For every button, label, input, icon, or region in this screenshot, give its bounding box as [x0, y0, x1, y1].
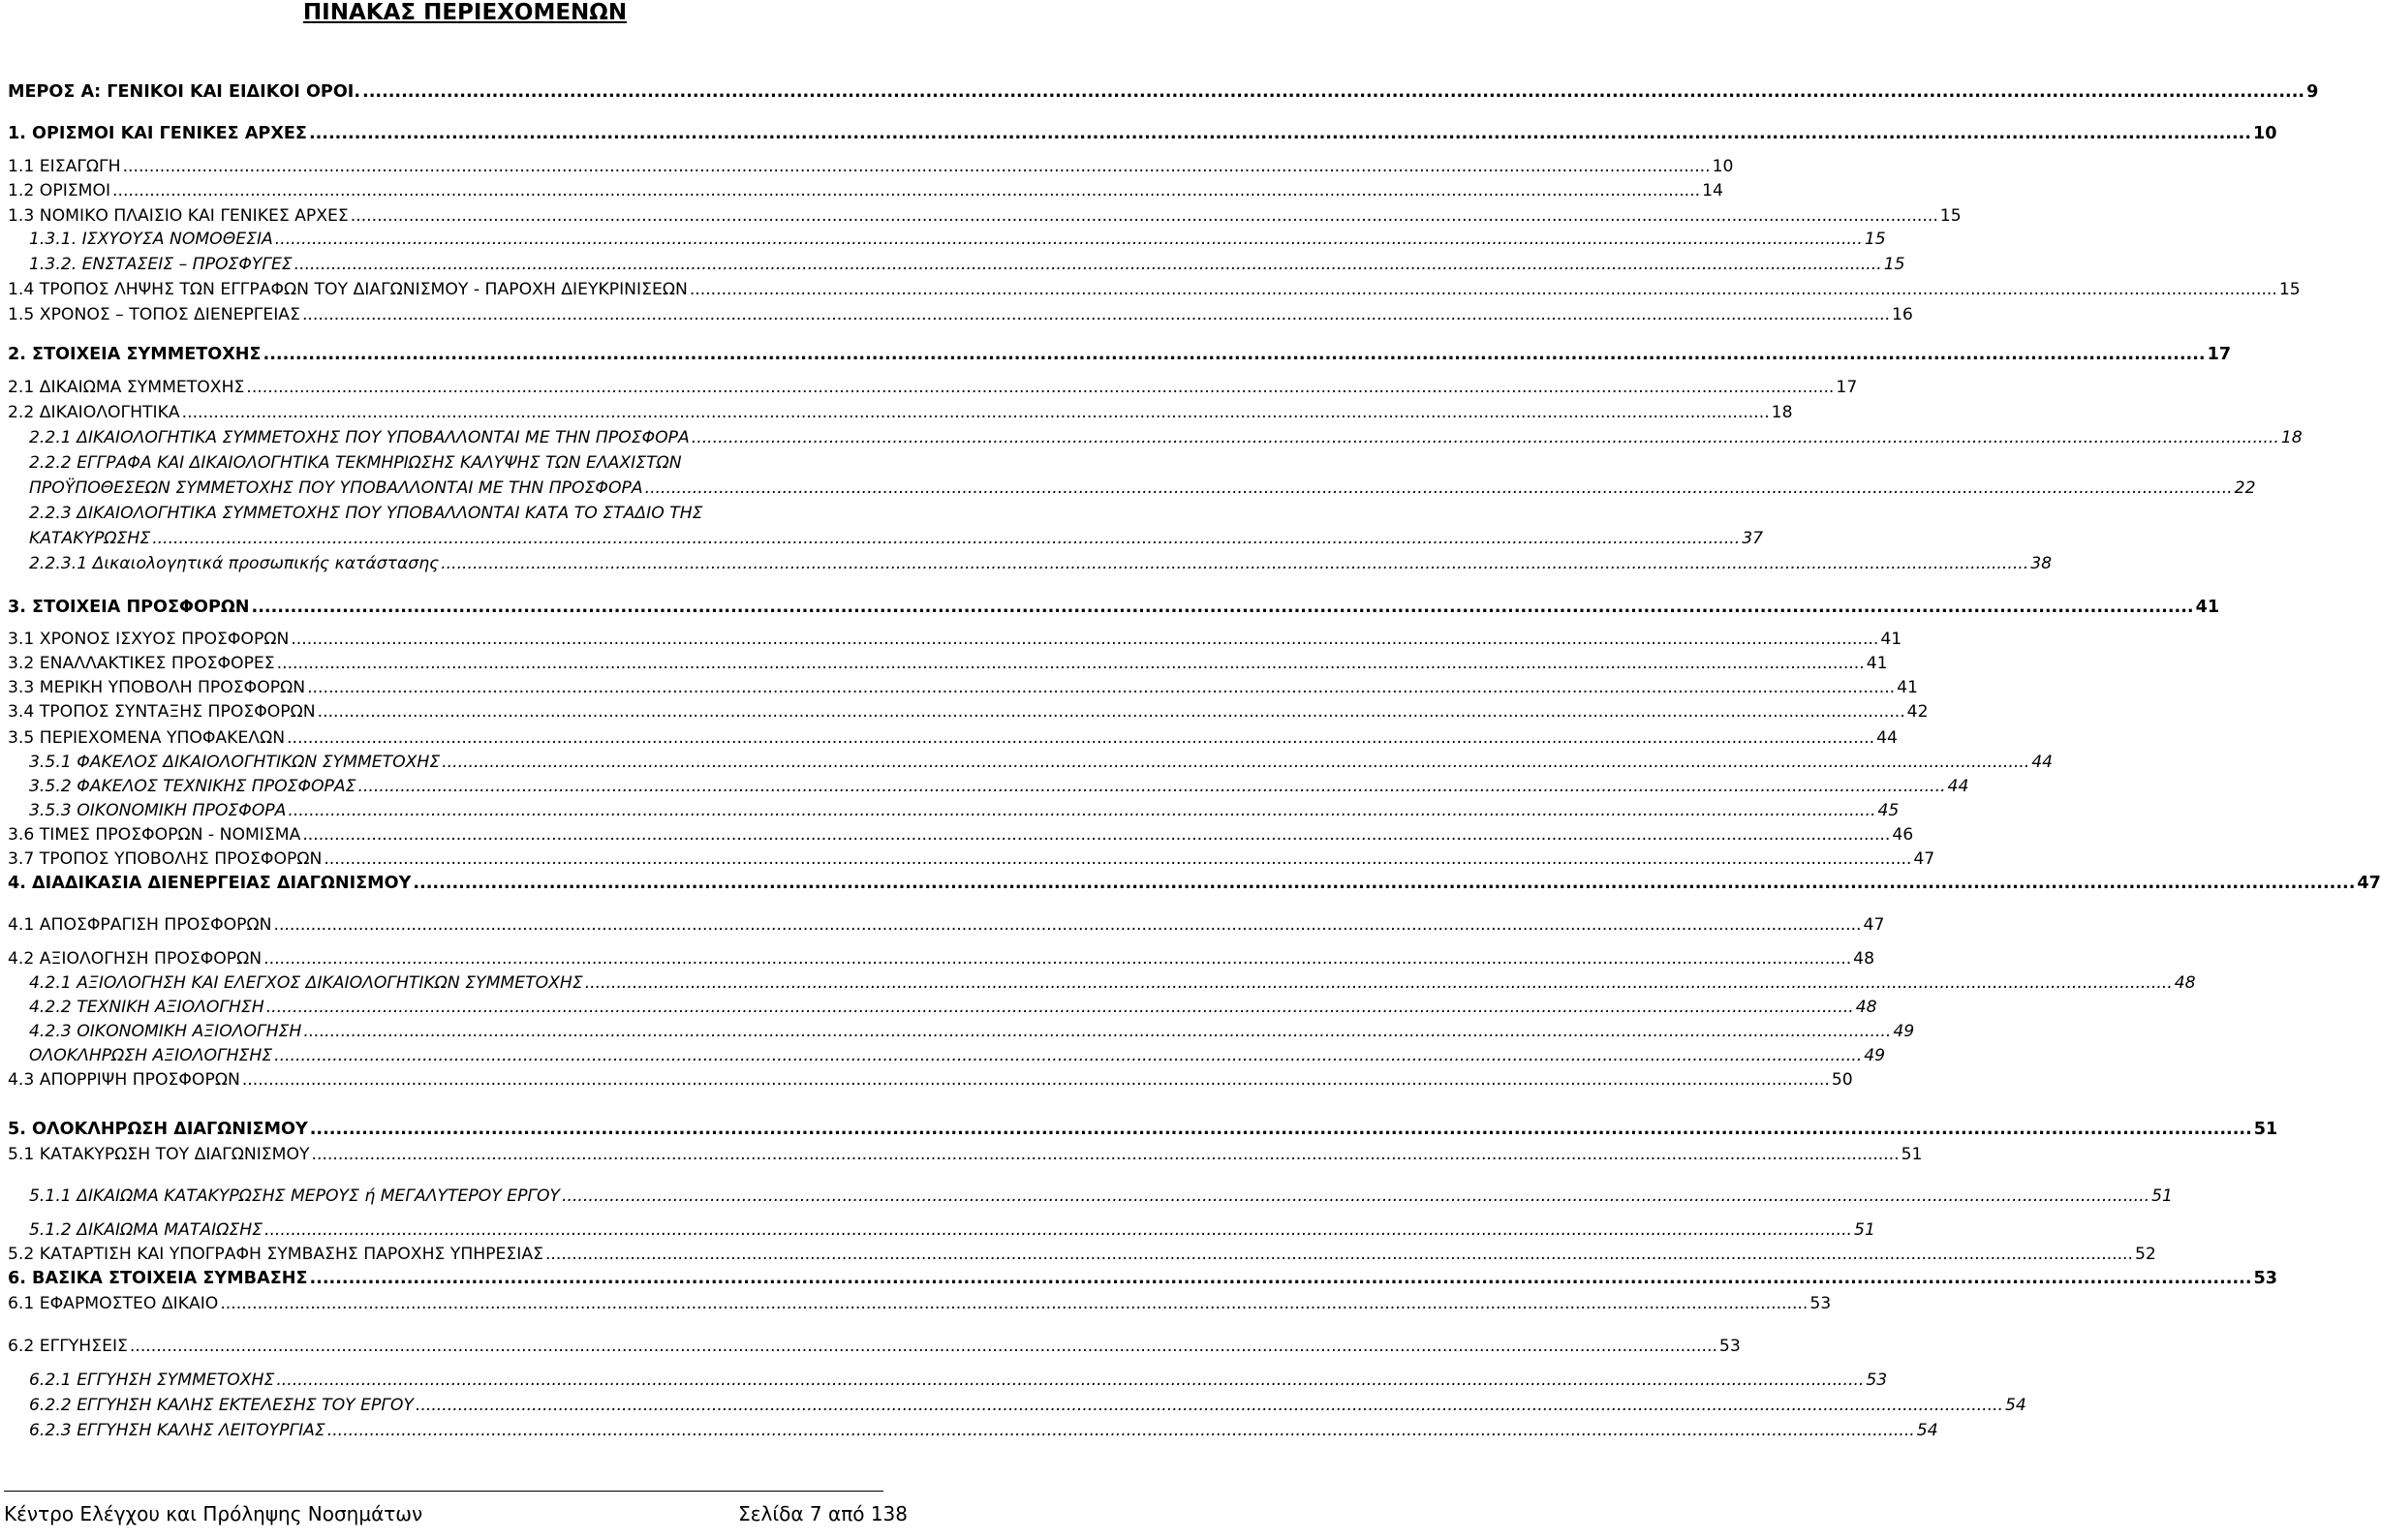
- toc-dot-leader: ............................................................................................................................................................................................................................................................................................................: [263, 949, 1852, 969]
- toc-dot-leader: ............................................................................................................................................................................................................................................................................................................: [307, 678, 1896, 697]
- toc-entry-page-number: 22: [2234, 478, 2256, 498]
- toc-dot-leader: ............................................................................................................................................................................................................................................................................................................: [689, 280, 2277, 299]
- toc-entry-title: 5.1.1 ΔΙΚΑΙΩΜΑ ΚΑΤΑΚΥΡΩΣΗΣ ΜΕΡΟΥΣ ή ΜΕΓΑΛΥΤΕΡΟΥ ΕΡΓΟΥ: [29, 1186, 561, 1206]
- toc-entry-title: 1.3.2. ΕΝΣΤΑΣΕΙΣ – ΠΡΟΣΦΥΓΕΣ: [29, 255, 293, 274]
- toc-entry-title: 6. ΒΑΣΙΚΑ ΣΤΟΙΧΕΙΑ ΣΥΜΒΑΣΗΣ: [8, 1269, 308, 1288]
- toc-entry-title: 4.2.1 ΑΞΙΟΛΟΓΗΣΗ ΚΑΙ ΕΛΕΓΧΟΣ ΔΙΚΑΙΟΛΟΓΗΤΙΚΩΝ ΣΥΜΜΕΤΟΧΗΣ: [29, 973, 583, 993]
- toc-entry[interactable]: [29, 1370, 1888, 1391]
- toc-entry[interactable]: [8, 279, 2301, 300]
- toc-entry-title: 2.2.3.1 Δικαιολογητικά προσωπικής κατάστασης: [29, 554, 440, 573]
- toc-entry-page-number: 48: [2174, 973, 2196, 993]
- toc-entry-title: 5.1.2 ΔΙΚΑΙΩΜΑ ΜΑΤΑΙΩΣΗΣ: [29, 1220, 263, 1240]
- toc-dot-leader: ............................................................................................................................................................................................................................................................................................................: [357, 777, 1946, 796]
- toc-dot-leader: ............................................................................................................................................................................................................................................................................................................: [112, 181, 1701, 200]
- toc-entry[interactable]: [8, 727, 1898, 749]
- toc-dot-leader: ............................................................................................................................................................................................................................................................................................................: [291, 630, 1879, 649]
- toc-entry-title: 3.2 ΕΝΑΛΛΑΚΤΙΚΕΣ ΠΡΟΣΦΟΡΕΣ: [8, 654, 275, 673]
- toc-entry-page-number: 15: [1883, 255, 1905, 274]
- toc-entry-title: ΠΡΟΫΠΟΘΕΣΕΩΝ ΣΥΜΜΕΤΟΧΗΣ ΠΟΥ ΥΠΟΒΑΛΛΟΝΤΑΙ ΜΕ ΤΗΝ ΠΡΟΣΦΟΡΑ: [29, 478, 643, 498]
- toc-entry[interactable]: [8, 123, 2277, 144]
- toc-dot-leader: ............................................................................................................................................................................................................................................................................................................: [263, 345, 2206, 364]
- toc-entry-page-number: 53: [2253, 1269, 2278, 1288]
- toc-entry-title: 3.4 ΤΡΟΠΟΣ ΣΥΝΤΑΞΗΣ ΠΡΟΣΦΟΡΩΝ: [8, 702, 316, 722]
- toc-entry-title: 2.2.1 ΔΙΚΑΙΟΛΟΓΗΤΙΚΑ ΣΥΜΜΕΤΟΧΗΣ ΠΟΥ ΥΠΟΒΑΛΛΟΝΤΑΙ ΜΕ ΤΗΝ ΠΡΟΣΦΟΡΑ: [29, 428, 690, 447]
- toc-entry-page-number: 16: [1891, 305, 1913, 324]
- toc-entry-page-number: 44: [1947, 777, 1969, 796]
- toc-entry-title: ΜΕΡΟΣ Α: ΓΕΝΙΚΟΙ ΚΑΙ ΕΙΔΙΚΟΙ ΟΡΟΙ.: [8, 82, 361, 102]
- toc-entry[interactable]: [29, 477, 2256, 499]
- toc-entry-page-number: 49: [1893, 1022, 1915, 1041]
- toc-entry-title: 5.1 ΚΑΤΑΚΥΡΩΣΗ ΤΟΥ ΔΙΑΓΩΝΙΣΜΟΥ: [8, 1145, 310, 1164]
- page-title: ΠΙΝΑΚΑΣ ΠΕΡΙΕΧΟΜΕΝΩΝ: [302, 0, 628, 25]
- toc-dot-leader: ............................................................................................................................................................................................................................................................................................................: [311, 1145, 1900, 1164]
- toc-entry-title: 2.1 ΔΙΚΑΙΩΜΑ ΣΥΜΜΕΤΟΧΗΣ: [8, 378, 245, 397]
- toc-entry[interactable]: [8, 1268, 2278, 1289]
- toc-entry-page-number: 48: [1855, 998, 1877, 1017]
- toc-entry-title: 6.2.2 ΕΓΓΥΗΣΗ ΚΑΛΗΣ ΕΚΤΕΛΕΣΗΣ ΤΟΥ ΕΡΓΟΥ: [29, 1396, 414, 1415]
- toc-entry[interactable]: [8, 848, 1935, 870]
- toc-entry[interactable]: [29, 752, 2054, 773]
- toc-entry[interactable]: [8, 402, 1793, 423]
- toc-entry[interactable]: [8, 156, 1734, 177]
- toc-entry-page-number: 53: [1809, 1294, 1832, 1313]
- toc-entry[interactable]: [8, 948, 1875, 970]
- toc-dot-leader: ............................................................................................................................................................................................................................................................................................................: [220, 1294, 1809, 1313]
- toc-entry-title: ΚΑΤΑΚΥΡΩΣΗΣ: [29, 529, 151, 548]
- toc-dot-leader: ............................................................................................................................................................................................................................................................................................................: [294, 255, 1882, 274]
- toc-dot-leader: ............................................................................................................................................................................................................................................................................................................: [317, 702, 1905, 722]
- toc-entry-page-number: 54: [2004, 1396, 2026, 1415]
- toc-entry-page-number: 51: [1854, 1220, 1875, 1240]
- toc-dot-leader: ............................................................................................................................................................................................................................................................................................................: [288, 801, 1876, 820]
- toc-entry[interactable]: [8, 1144, 1923, 1165]
- toc-entry[interactable]: [8, 629, 1902, 650]
- toc-entry-title: 3.5.3 ΟΙΚΟΝΟΜΙΚΗ ΠΡΟΣΦΟΡΑ: [29, 801, 287, 820]
- toc-dot-leader: ............................................................................................................................................................................................................................................................................................................: [265, 998, 1854, 1017]
- toc-entry-title: 2. ΣΤΟΙΧΕΙΑ ΣΥΜΜΕΤΟΧΗΣ: [8, 345, 262, 364]
- toc-dot-leader: ............................................................................................................................................................................................................................................................................................................: [303, 1022, 1892, 1041]
- toc-entry-title: 4.2.3 ΟΙΚΟΝΟΜΙΚΗ ΑΞΙΟΛΟΓΗΣΗ: [29, 1022, 302, 1041]
- toc-entry-title: 6.2 ΕΓΓΥΗΣΕΙΣ: [8, 1337, 128, 1356]
- toc-entry-title: 1.2 ΟΡΙΣΜΟΙ: [8, 181, 111, 200]
- toc-entry-title: 1.3.1. ΙΣΧΥΟΥΣΑ ΝΟΜΟΘΕΣΙΑ: [29, 230, 273, 249]
- toc-entry[interactable]: [8, 1119, 2278, 1140]
- toc-entry-title: 3.5 ΠΕΡΙΕΧΟΜΕΝΑ ΥΠΟΦΑΚΕΛΩΝ: [8, 728, 286, 748]
- toc-entry-title: 6.2.3 ΕΓΓΥΗΣΗ ΚΑΛΗΣ ΛΕΙΤΟΥΡΓΙΑΣ: [29, 1421, 325, 1440]
- toc-entry-page-number: 15: [2278, 280, 2301, 299]
- toc-entry[interactable]: [29, 1395, 2026, 1416]
- toc-entry-page-number: 54: [1916, 1421, 1938, 1440]
- toc-entry-page-number: 18: [2280, 428, 2303, 447]
- toc-dot-leader: ............................................................................................................................................................................................................................................................................................................: [324, 849, 1912, 869]
- toc-entry[interactable]: [8, 597, 2220, 618]
- toc-entry[interactable]: [8, 1069, 1853, 1091]
- toc-entry-page-number: 15: [1939, 206, 1962, 226]
- toc-dot-leader: ............................................................................................................................................................................................................................................................................................................: [326, 1421, 1915, 1440]
- toc-entry[interactable]: [8, 701, 1929, 723]
- toc-entry-title: 4.2 ΑΞΙΟΛΟΓΗΣΗ ΠΡΟΣΦΟΡΩΝ: [8, 949, 263, 969]
- toc-entry[interactable]: [29, 776, 1969, 797]
- toc-entry[interactable]: [8, 873, 2381, 894]
- toc-entry-title: 4.1 ΑΠΟΣΦΡΑΓΙΣΗ ΠΡΟΣΦΟΡΩΝ: [8, 915, 272, 935]
- toc-entry[interactable]: [29, 528, 1764, 549]
- toc-dot-leader: ............................................................................................................................................................................................................................................................................................................: [274, 1046, 1863, 1065]
- toc-dot-leader: ............................................................................................................................................................................................................................................................................................................: [442, 753, 2030, 772]
- toc-entry[interactable]: [29, 427, 2303, 448]
- toc-entry-title: 6.1 ΕΦΑΡΜΟΣΤΕΟ ΔΙΚΑΙΟ: [8, 1294, 219, 1313]
- toc-entry-page-number: 41: [2195, 598, 2220, 617]
- toc-dot-leader: ............................................................................................................................................................................................................................................................................................................: [246, 378, 1835, 397]
- toc-entry[interactable]: [29, 997, 1877, 1018]
- toc-entry-page-number: 17: [1836, 378, 1858, 397]
- toc-entry-page-number: 15: [1864, 230, 1886, 249]
- toc-entry-page-number: 41: [1880, 630, 1902, 649]
- toc-entry-title: 1.4 ΤΡΟΠΟΣ ΛΗΨΗΣ ΤΩΝ ΕΓΓΡΑΦΩΝ ΤΟΥ ΔΙΑΓΩΝΙΣΜΟΥ - ΠΑΡΟΧΗ ΔΙΕΥΚΡΙΝΙΣΕΩΝ: [8, 280, 688, 299]
- toc-entry[interactable]: [8, 304, 1913, 325]
- toc-entry[interactable]: [8, 824, 1914, 846]
- toc-dot-leader: ............................................................................................................................................................................................................................................................................................................: [129, 1337, 1717, 1356]
- toc-entry[interactable]: [8, 205, 1962, 227]
- toc-entry[interactable]: [8, 653, 1888, 674]
- toc-entry-page-number: 52: [2134, 1245, 2156, 1264]
- toc-entry-title: 3.5.2 ΦΑΚΕΛΟΣ ΤΕΧΝΙΚΗΣ ΠΡΟΣΦΟΡΑΣ: [29, 777, 356, 796]
- toc-entry[interactable]: [8, 377, 1858, 398]
- toc-dot-leader: ............................................................................................................................................................................................................................................................................................................: [584, 973, 2173, 993]
- toc-entry-page-number: 49: [1864, 1046, 1886, 1065]
- toc-entry-page-number: 10: [1712, 157, 1734, 176]
- toc-entry[interactable]: [8, 1293, 1832, 1314]
- toc-dot-leader: ............................................................................................................................................................................................................................................................................................................: [301, 305, 1890, 324]
- toc-dot-leader: ............................................................................................................................................................................................................................................................................................................: [544, 1245, 2133, 1264]
- toc-entry[interactable]: [8, 1336, 1741, 1357]
- toc-dot-leader: ............................................................................................................................................................................................................................................................................................................: [350, 206, 1938, 226]
- toc-entry-title: 3.7 ΤΡΟΠΟΣ ΥΠΟΒΟΛΗΣ ΠΡΟΣΦΟΡΩΝ: [8, 849, 323, 869]
- toc-entry[interactable]: [29, 800, 1900, 821]
- toc-entry-title: 6.2.1 ΕΓΓΥΗΣΗ ΣΥΜΜΕΤΟΧΗΣ: [29, 1371, 275, 1390]
- toc-entry-page-number: 51: [1901, 1145, 1923, 1164]
- toc-entry-title: 4. ΔΙΑΔΙΚΑΣΙΑ ΔΙΕΝΕΡΓΕΙΑΣ ΔΙΑΓΩΝΙΣΜΟΥ: [8, 874, 412, 893]
- toc-entry-page-number: 14: [1702, 181, 1723, 200]
- footer-divider: [4, 1491, 883, 1492]
- toc-dot-leader: ............................................................................................................................................................................................................................................................................................................: [122, 157, 1711, 176]
- toc-dot-leader: ............................................................................................................................................................................................................................................................................................................: [362, 82, 2305, 102]
- toc-entry-page-number: 10: [2253, 124, 2277, 143]
- toc-entry[interactable]: [29, 1186, 2173, 1207]
- toc-entry-page-number: 47: [2357, 874, 2381, 893]
- toc-entry-title: 3. ΣΤΟΙΧΕΙΑ ΠΡΟΣΦΟΡΩΝ: [8, 598, 250, 617]
- toc-entry[interactable]: [8, 914, 1885, 936]
- toc-entry[interactable]: [29, 229, 1886, 250]
- toc-entry-page-number: 17: [2207, 345, 2232, 364]
- toc-dot-leader: ............................................................................................................................................................................................................................................................................................................: [251, 598, 2194, 617]
- toc-entry-page-number: 44: [1876, 728, 1898, 748]
- toc-entry[interactable]: [29, 553, 2053, 574]
- toc-entry-title: 3.3 ΜΕΡΙΚΗ ΥΠΟΒΟΛΗ ΠΡΟΣΦΟΡΩΝ: [8, 678, 306, 697]
- toc-entry-page-number: 51: [2253, 1120, 2278, 1139]
- toc-entry-title: 3.5.1 ΦΑΚΕΛΟΣ ΔΙΚΑΙΟΛΟΓΗΤΙΚΩΝ ΣΥΜΜΕΤΟΧΗΣ: [29, 753, 441, 772]
- toc-entry[interactable]: [8, 344, 2232, 365]
- toc-dot-leader: ............................................................................................................................................................................................................................................................................................................: [287, 728, 1875, 748]
- toc-entry[interactable]: [29, 1021, 1915, 1042]
- toc-entry-title: 1.1 ΕΙΣΑΓΩΓΗ: [8, 157, 121, 176]
- toc-entry[interactable]: [8, 180, 1723, 201]
- toc-entry-page-number: 48: [1853, 949, 1875, 969]
- toc-entry-page-number: 53: [1718, 1337, 1741, 1356]
- toc-entry-page-number: 53: [1866, 1371, 1888, 1390]
- toc-dot-leader: ............................................................................................................................................................................................................................................................................................................: [241, 1070, 1830, 1090]
- toc-entry-title: 1.5 ΧΡΟΝΟΣ – ΤΟΠΟΣ ΔΙΕΝΕΡΓΕΙΑΣ: [8, 305, 300, 324]
- toc-entry-title: 1.3 ΝΟΜΙΚΟ ΠΛΑΙΣΙΟ ΚΑΙ ΓΕΝΙΚΕΣ ΑΡΧΕΣ: [8, 206, 349, 226]
- toc-dot-leader: ............................................................................................................................................................................................................................................................................................................: [273, 915, 1862, 935]
- toc-entry-title: ΟΛΟΚΛΗΡΩΣΗ ΑΞΙΟΛΟΓΗΣΗΣ: [29, 1046, 273, 1065]
- toc-entry-title: 5.2 ΚΑΤΑΡΤΙΣΗ ΚΑΙ ΥΠΟΓΡΑΦΗ ΣΥΜΒΑΣΗΣ ΠΑΡΟΧΗΣ ΥΠΗΡΕΣΙΑΣ: [8, 1245, 543, 1264]
- toc-dot-leader: ............................................................................................................................................................................................................................................................................................................: [274, 230, 1863, 249]
- toc-dot-leader: ............................................................................................................................................................................................................................................................................................................: [441, 554, 2029, 573]
- toc-entry-page-number: 50: [1831, 1070, 1853, 1090]
- toc-entry[interactable]: [8, 81, 2319, 103]
- toc-dot-leader: ............................................................................................................................................................................................................................................................................................................: [691, 428, 2279, 447]
- toc-entry[interactable]: [29, 1219, 1875, 1241]
- toc-dot-leader: ............................................................................................................................................................................................................................................................................................................: [309, 1120, 2252, 1139]
- toc-entry-title: 3.6 ΤΙΜΕΣ ΠΡΟΣΦΟΡΩΝ - ΝΟΜΙΣΜΑ: [8, 825, 301, 845]
- footer-page-number: Σελίδα 7 από 138: [738, 1502, 908, 1525]
- toc-entry[interactable]: [29, 1420, 1938, 1441]
- toc-entry-page-number: 47: [1863, 915, 1885, 935]
- toc-entry-page-number: 51: [2151, 1186, 2173, 1206]
- toc-dot-leader: ............................................................................................................................................................................................................................................................................................................: [415, 1396, 2003, 1415]
- toc-entry-page-number: 38: [2030, 554, 2053, 573]
- toc-dot-leader: ............................................................................................................................................................................................................................................................................................................: [644, 478, 2233, 498]
- toc-dot-leader: ............................................................................................................................................................................................................................................................................................................: [302, 825, 1891, 845]
- toc-dot-leader: ............................................................................................................................................................................................................................................................................................................: [562, 1186, 2150, 1206]
- toc-entry-title: 4.3 ΑΠΟΡΡΙΨΗ ΠΡΟΣΦΟΡΩΝ: [8, 1070, 240, 1090]
- toc-entry-page-number: 42: [1906, 702, 1929, 722]
- toc-entry-page-number: 47: [1913, 849, 1935, 869]
- toc-entry-page-number: 46: [1892, 825, 1914, 845]
- toc-dot-leader: ............................................................................................................................................................................................................................................................................................................: [413, 874, 2356, 893]
- toc-dot-leader: ............................................................................................................................................................................................................................................................................................................: [181, 403, 1770, 422]
- toc-entry[interactable]: [29, 972, 2196, 994]
- toc-dot-leader: ............................................................................................................................................................................................................................................................................................................: [276, 654, 1865, 673]
- toc-dot-leader: ............................................................................................................................................................................................................................................................................................................: [152, 529, 1741, 548]
- toc-entry-title: 2.2 ΔΙΚΑΙΟΛΟΓΗΤΙΚΑ: [8, 403, 180, 422]
- footer-organization: Κέντρο Ελέγχου και Πρόληψης Νοσημάτων: [4, 1502, 423, 1525]
- toc-entry-first-line[interactable]: 2.2.3 ΔΙΚΑΙΟΛΟΓΗΤΙΚΑ ΣΥΜΜΕΤΟΧΗΣ ΠΟΥ ΥΠΟΒΑΛΛΟΝΤΑΙ ΚΑΤΑ ΤΟ ΣΤΑΔΙΟ ΤΗΣ: [29, 504, 703, 523]
- toc-entry[interactable]: [8, 677, 1918, 698]
- toc-dot-leader: ............................................................................................................................................................................................................................................................................................................: [308, 124, 2252, 143]
- toc-entry[interactable]: [29, 1045, 1886, 1066]
- toc-entry-title: 3.1 ΧΡΟΝΟΣ ΙΣΧΥΟΣ ΠΡΟΣΦΟΡΩΝ: [8, 630, 290, 649]
- toc-entry[interactable]: [29, 254, 1905, 275]
- toc-entry[interactable]: [8, 1244, 2156, 1265]
- toc-entry-title: 4.2.2 ΤΕΧΝΙΚΗ ΑΞΙΟΛΟΓΗΣΗ: [29, 998, 264, 1017]
- toc-entry-title: 5. ΟΛΟΚΛΗΡΩΣΗ ΔΙΑΓΩΝΙΣΜΟΥ: [8, 1120, 308, 1139]
- toc-dot-leader: ............................................................................................................................................................................................................................................................................................................: [264, 1220, 1853, 1240]
- toc-entry-page-number: 41: [1897, 678, 1918, 697]
- toc-dot-leader: ............................................................................................................................................................................................................................................................................................................: [276, 1371, 1865, 1390]
- toc-entry-first-line[interactable]: 2.2.2 ΕΓΓΡΑΦΑ ΚΑΙ ΔΙΚΑΙΟΛΟΓΗΤΙΚΑ ΤΕΚΜΗΡΙΩΣΗΣ ΚΑΛΥΨΗΣ ΤΩΝ ΕΛΑΧΙΣΤΩΝ: [29, 453, 682, 473]
- toc-entry-page-number: 45: [1877, 801, 1900, 820]
- toc-dot-leader: ............................................................................................................................................................................................................................................................................................................: [309, 1269, 2252, 1288]
- toc-entry-page-number: 9: [2306, 82, 2319, 102]
- toc-entry-page-number: 37: [1742, 529, 1764, 548]
- toc-entry-page-number: 41: [1866, 654, 1888, 673]
- toc-entry-page-number: 44: [2031, 753, 2054, 772]
- toc-entry-page-number: 18: [1771, 403, 1793, 422]
- toc-entry-title: 1. ΟΡΙΣΜΟΙ ΚΑΙ ΓΕΝΙΚΕΣ ΑΡΧΕΣ: [8, 124, 307, 143]
- page-footer: [4, 1501, 908, 1526]
